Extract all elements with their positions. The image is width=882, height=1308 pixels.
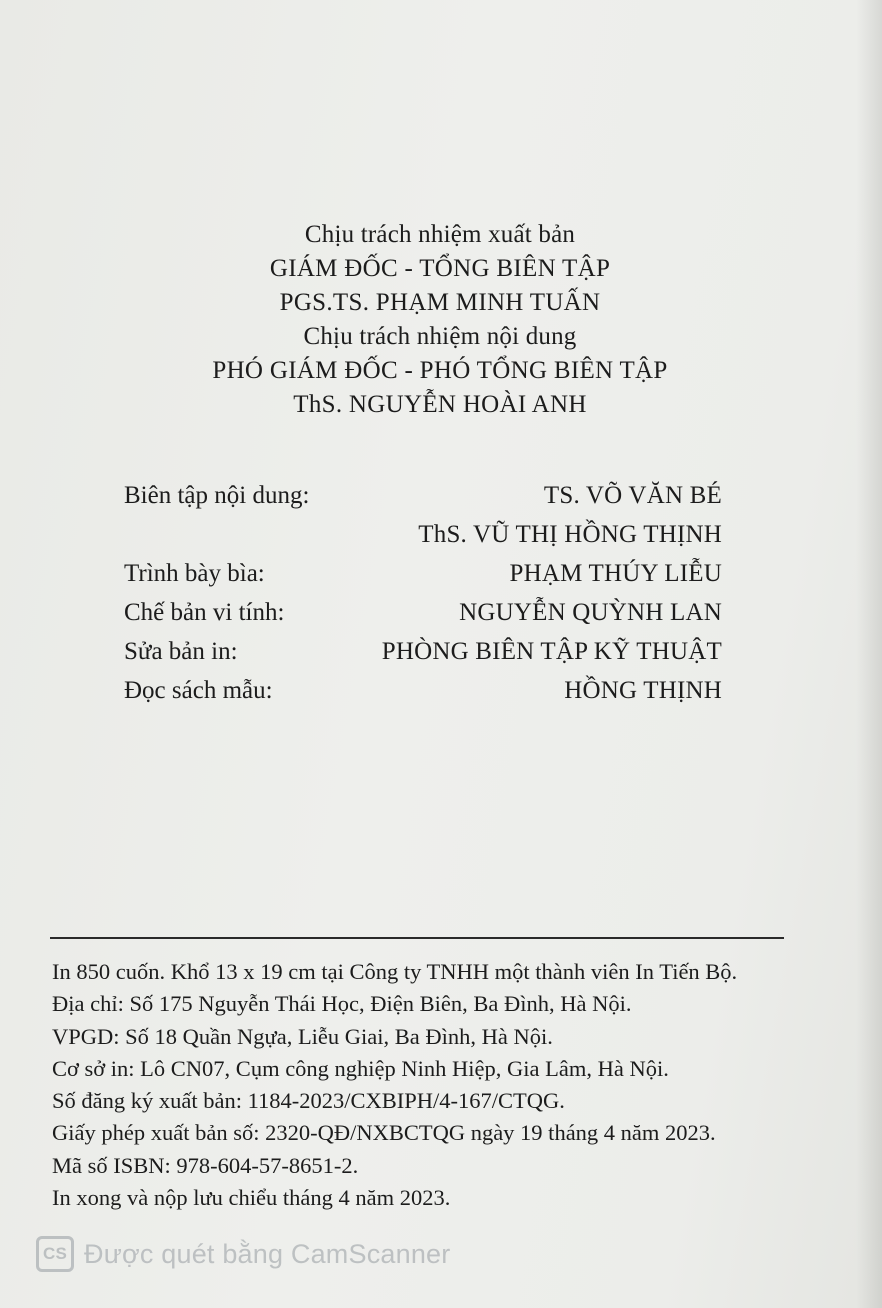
credit-value: HỒNG THỊNH xyxy=(564,677,722,704)
imprint-line: Số đăng ký xuất bản: 1184-2023/CXBIPH/4-167/CTQG. xyxy=(52,1088,565,1114)
credit-label: Sửa bản in: xyxy=(124,638,238,665)
content-heading: Chịu trách nhiệm nội dung xyxy=(303,323,577,350)
credit-label: Chế bản vi tính: xyxy=(124,599,285,626)
credit-label: Trình bày bìa: xyxy=(124,560,265,587)
content-title: PHÓ GIÁM ĐỐC - PHÓ TỔNG BIÊN TẬP xyxy=(212,357,668,384)
imprint-block xyxy=(52,956,852,1214)
credit-row xyxy=(124,515,722,554)
separator-rule xyxy=(50,937,784,939)
camscanner-watermark xyxy=(36,1236,450,1272)
imprint-line: Giấy phép xuất bản số: 2320-QĐ/NXBCTQG ngày 19 tháng 4 năm 2023. xyxy=(52,1120,716,1146)
credit-value: TS. VÕ VĂN BÉ xyxy=(543,482,722,509)
imprint-line: VPGD: Số 18 Quần Ngựa, Liễu Giai, Ba Đình, Hà Nội. xyxy=(52,1023,553,1049)
credits-list xyxy=(124,476,722,710)
credit-value: PHẠM THÚY LIỄU xyxy=(509,560,722,587)
imprint-line: In xong và nộp lưu chiểu tháng 4 năm 2023. xyxy=(52,1185,451,1211)
credit-row xyxy=(124,554,722,593)
credit-label: Đọc sách mẫu: xyxy=(124,677,273,704)
credit-row xyxy=(124,593,722,632)
credit-row xyxy=(124,476,722,515)
content-name: ThS. NGUYỄN HOÀI ANH xyxy=(293,391,587,418)
publishing-heading: Chịu trách nhiệm xuất bản xyxy=(304,221,576,248)
credit-value: PHÒNG BIÊN TẬP KỸ THUẬT xyxy=(381,638,722,665)
watermark-text: Được quét bằng CamScanner xyxy=(84,1238,451,1269)
publishing-name: PGS.TS. PHẠM MINH TUẤN xyxy=(279,289,601,316)
imprint-line: In 850 cuốn. Khổ 13 x 19 cm tại Công ty TNHH một thành viên In Tiến Bộ. xyxy=(52,959,738,984)
credit-label: Biên tập nội dung: xyxy=(124,482,310,509)
credit-row xyxy=(124,632,722,671)
responsibility-block xyxy=(0,218,882,422)
credit-row xyxy=(124,671,722,710)
imprint-line: Cơ sở in: Lô CN07, Cụm công nghiệp Ninh Hiệp, Gia Lâm, Hà Nội. xyxy=(52,1055,669,1081)
imprint-line: Địa chỉ: Số 175 Nguyễn Thái Học, Điện Biên, Ba Đình, Hà Nội. xyxy=(52,991,632,1017)
credit-value: ThS. VŨ THỊ HỒNG THỊNH xyxy=(418,521,722,548)
camscanner-logo-icon: CS xyxy=(36,1236,74,1272)
publishing-title: GIÁM ĐỐC - TỔNG BIÊN TẬP xyxy=(269,255,611,282)
page-edge-shadow xyxy=(856,0,882,1308)
imprint-line: Mã số ISBN: 978-604-57-8651-2. xyxy=(52,1152,359,1178)
credit-value: NGUYỄN QUỲNH LAN xyxy=(459,599,722,626)
